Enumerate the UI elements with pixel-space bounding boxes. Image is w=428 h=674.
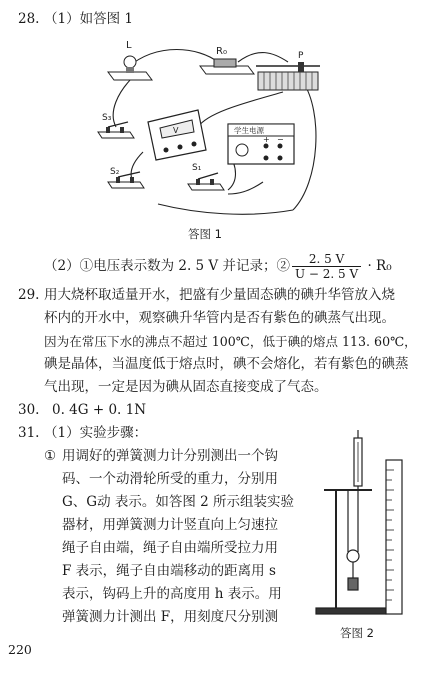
switch-s1 [188, 163, 224, 190]
plus-label: + [263, 135, 270, 144]
q31-line: G、G动 表示。如答图 2 所示组装实验 [62, 494, 295, 510]
lamp-label: L [126, 40, 132, 51]
q29-line: 气出现，一定是因为碘从固态直接变成了气态。 [44, 379, 328, 395]
q30-number: 30. [18, 402, 40, 418]
switch1-label: S₁ [192, 163, 202, 173]
power-supply-label: 学生电源 [234, 126, 264, 135]
lamp [108, 40, 152, 80]
q31-step-mark: ① [44, 448, 57, 464]
q31-line: 弹簧测力计测出 F，用刻度尺分别测 [62, 609, 279, 625]
q31-line: 器材，用弹簧测力计竖直向上匀速拉 [62, 517, 278, 533]
q31-heading: （1）实验步骤： [44, 425, 148, 441]
switch-s3 [98, 113, 134, 138]
q31-line: 表示，钩码上升的高度用 h 表示。用 [62, 586, 282, 602]
page-number: 220 [8, 642, 32, 657]
q28-part1: （1）如答图 1 [44, 11, 133, 27]
q29-number: 29. [18, 287, 40, 303]
figure2-caption: 答图 2 [340, 626, 374, 640]
q29-line: 因为在常压下水的沸点不超过 100℃，低于碘的熔点 113. 60℃， [44, 334, 417, 349]
q29-line: 碘是晶体，当温度低于熔点时，碘不会熔化，若有紫色的碘蒸 [44, 356, 409, 372]
voltmeter [148, 110, 206, 160]
voltage-fraction [292, 252, 361, 281]
q29-line: 杯内的开水中，观察碘升华管内是否有紫色的碘蒸气出现。 [44, 310, 395, 326]
q31-line: 绳子自由端，绳子自由端所受拉力用 [62, 540, 278, 556]
resistor-label: R₀ [216, 46, 227, 57]
minus-label: − [277, 135, 284, 144]
pulley-figure [314, 430, 414, 620]
voltmeter-label: V [173, 126, 179, 135]
q31-line: F 表示，绳子自由端移动的距离用 s [62, 563, 276, 579]
q30-answer: 0. 4G + 0. 1N [52, 402, 147, 418]
q28-number: 28. [18, 11, 40, 27]
switch2-label: S₂ [110, 167, 120, 177]
rheostat [256, 51, 320, 90]
switch-s2 [108, 167, 144, 188]
q28-part2-suffix: · R₀ [363, 258, 392, 274]
q29-line: 用大烧杯取适量开水，把盛有少量固态碘的碘升华管放入烧 [44, 287, 395, 303]
q28-part2 [44, 252, 392, 281]
q28-part2-prefix: （2）①电压表示数为 2. 5 V 并记录；② [44, 258, 290, 274]
circuit-figure [88, 32, 328, 218]
rheostat-label: P [298, 51, 304, 61]
resistor-r0 [200, 46, 254, 74]
fraction-denominator: U − 2. 5 V [294, 267, 359, 281]
switch3-label: S₃ [102, 113, 112, 123]
fraction-numerator: 2. 5 V [292, 252, 361, 267]
power-supply [228, 124, 294, 164]
figure1-caption: 答图 1 [188, 227, 222, 241]
q31-line: 码、一个动滑轮所受的重力，分别用 [62, 471, 278, 487]
q31-number: 31. [18, 425, 40, 441]
q31-line: 用调好的弹簧测力计分别测出一个钩 [62, 448, 278, 464]
